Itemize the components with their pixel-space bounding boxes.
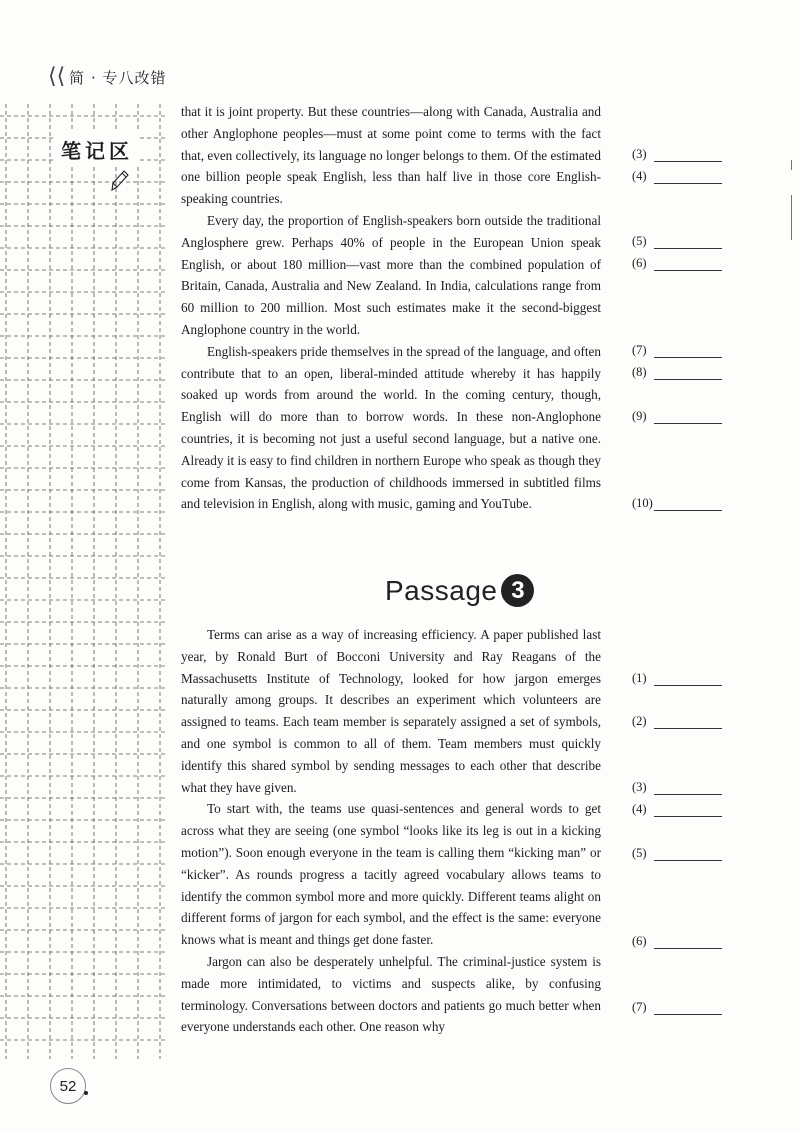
passage3-paragraph-1: Terms can arise as a way of increasing efficiency. A paper published last year, by Ronald Burt of Bocconi University and Ray Reagans of the Massachusetts Institute of Technology, looked for how jargon emerges naturally among groups. It describes an experiment which volunteers are assigned to teams. Each team member is separately assigned a set of symbols, and one symbol is common to all of them. Team members must quickly identify this shared symbol by sending messages to each other that describe what they have given. xyxy=(181,627,601,795)
answer-blank[interactable]: (8) xyxy=(632,365,722,380)
passage-number-badge: 3 xyxy=(501,574,534,607)
notes-title: 笔记区 xyxy=(55,132,139,167)
answer-blank[interactable]: (10) xyxy=(632,496,722,511)
answer-blank[interactable]: (9) xyxy=(632,409,722,424)
passage-heading-label: Passage xyxy=(385,574,498,606)
answer-blank[interactable]: (7) xyxy=(632,1000,722,1015)
passage3-paragraph-2: To start with, the teams use quasi-sentences and general words to get across what they are seeing (one symbol “looks like its leg is out in a kicking motion”). Soon enough everyone in the team is calling them “kicking man” or “kicker”. As rounds progress a tacitly agreed vocabulary allows teams to identify the common symbol more and more quickly. Different teams alight on different forms of jargon for each symbol, and the effect is the same: everyone knows what is meant and things get done faster. xyxy=(181,801,601,948)
margin-mark xyxy=(791,195,792,240)
passage-heading xyxy=(385,574,534,607)
answer-blank[interactable]: (1) xyxy=(632,671,722,686)
section-tag xyxy=(48,66,166,88)
answer-blank[interactable]: (3) xyxy=(632,147,722,162)
answer-blank[interactable]: (4) xyxy=(632,802,722,817)
passage2-paragraph-3: English-speakers pride themselves in the spread of the language, and often contribute that to an open, liberal-minded attitude whereby it has happily soaked up words from around the world. In the coming century, though, English will do more than to borrow words. In these non-Anglophone countries, it is becoming not just a useful second language, but a native one. Already it is easy to find children in northern Europe who speak as though they come from Kansas, the production of childhoods immersed in subtitled films and television in English, along with music, gaming and YouTube. xyxy=(181,343,601,512)
answer-blank[interactable]: (5) xyxy=(632,234,722,249)
passage2-paragraph-2: Every day, the proportion of English-speakers born outside the traditional Anglosphere grew. Perhaps 40% of people in the European Union speak English, or about 180 million—vast more than the combined population of Britain, Canada, Australia and New Zealand. In India, calculations range from 60 million to 200 million. Most such estimates make it the second-biggest Anglophone country in the world. xyxy=(181,212,601,337)
bracket-icon: ⟨⟨ xyxy=(48,64,66,89)
passage-text xyxy=(181,101,601,515)
passage3-paragraph-3: Jargon can also be desperately unhelpful. The criminal-justice system is made more intimidated, to victims and suspects alike, by confusing terminology. Conversations between doctors and patients go much better when everyone understands each other. One reason why xyxy=(181,953,601,1035)
pencil-icon xyxy=(111,170,129,192)
passage2-paragraph-1: that it is joint property. But these countries—along with Canada, Australia and other Anglophone peoples—must at some point come to terms with the fact that, even collectively, its language no longer belongs to them. Of the estimated one billion people speak English, less than half live in those core English-speaking countries. xyxy=(181,104,601,207)
answer-blank[interactable]: (6) xyxy=(632,256,722,271)
margin-mark xyxy=(791,160,792,170)
answer-blank[interactable]: (6) xyxy=(632,934,722,949)
answer-blank[interactable]: (7) xyxy=(632,343,722,358)
answer-blank[interactable]: (3) xyxy=(632,780,722,795)
passage3-text xyxy=(181,624,601,1038)
page-number: 52 xyxy=(50,1068,86,1104)
section-tag-text: 简 · 专八改错 xyxy=(69,68,167,87)
answer-blank[interactable]: (4) xyxy=(632,169,722,184)
answer-blank[interactable]: (2) xyxy=(632,714,722,729)
answer-blank[interactable]: (5) xyxy=(632,846,722,861)
notes-area xyxy=(0,104,170,1059)
notes-grid xyxy=(0,104,170,1059)
